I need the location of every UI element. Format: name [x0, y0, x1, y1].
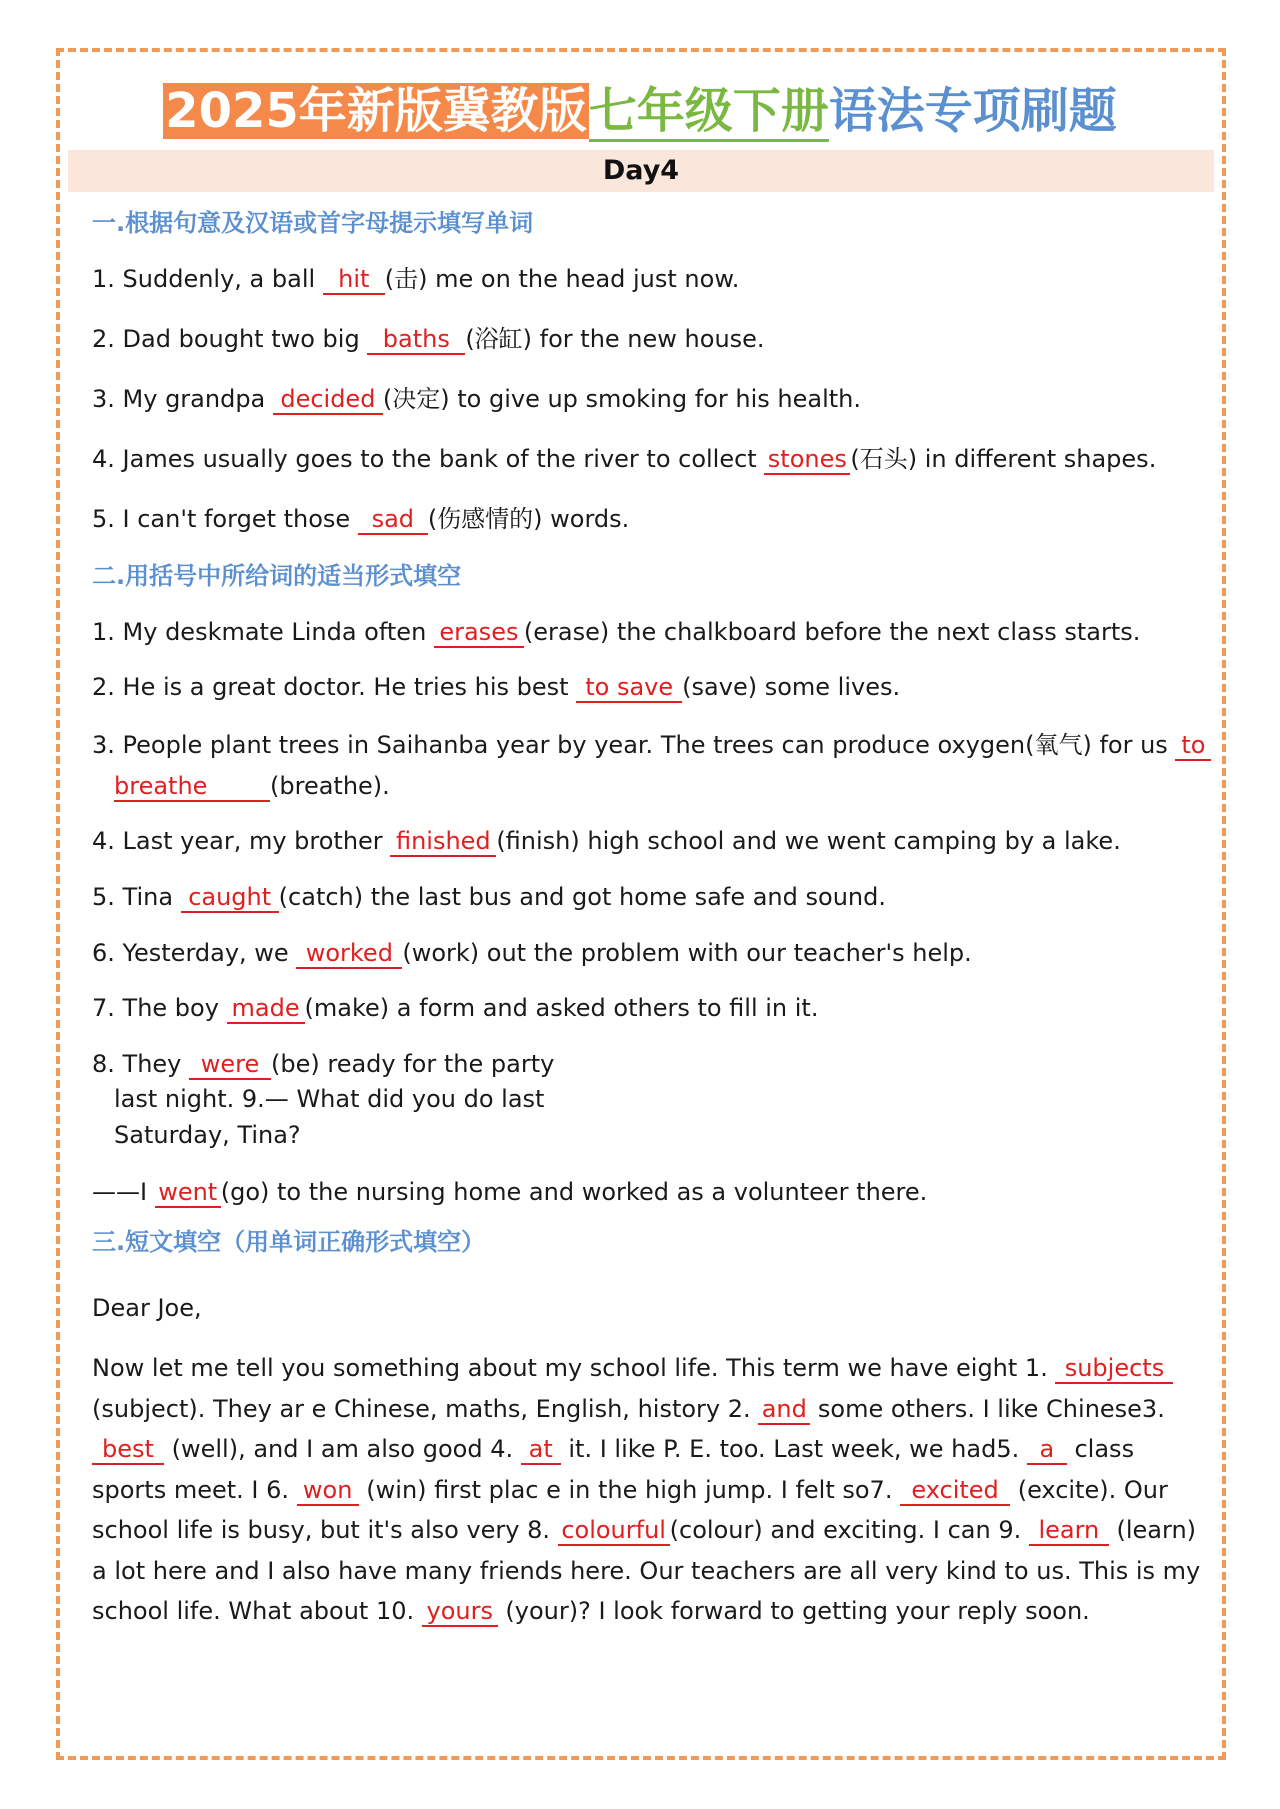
- day-banner: Day4: [68, 150, 1214, 192]
- q1-5: 5. I can't forget those sad (伤感情的) words.: [92, 505, 630, 533]
- answer: to save: [576, 673, 682, 703]
- answer-4: at: [521, 1435, 561, 1465]
- q2-7: 7. The boy made (make) a form and asked others to fill in it.: [92, 994, 819, 1022]
- title-part-1: 2025年新版冀教版: [165, 83, 587, 139]
- answer: sad: [358, 505, 428, 535]
- q2-9-cont: Saturday, Tina?: [114, 1121, 301, 1149]
- answer-3: best: [92, 1435, 164, 1465]
- answer: decided: [273, 385, 383, 415]
- answer: breathe: [114, 772, 270, 802]
- answer: went: [155, 1178, 221, 1208]
- q2-6: 6. Yesterday, we worked (work) out the problem with our teacher's help.: [92, 939, 972, 967]
- q2-3: 3. People plant trees in Saihanba year by year. The trees can produce oxygen(氧气) for us to: [92, 729, 1211, 761]
- q2-9-answer-line: ——I went (go) to the nursing home and worked as a volunteer there.: [92, 1178, 928, 1206]
- answer: to: [1175, 731, 1211, 761]
- q2-4: 4. Last year, my brother finished (finish) high school and we went camping by a lake.: [92, 827, 1121, 855]
- answer: made: [227, 994, 305, 1024]
- title-part-2: 七年级下册: [589, 83, 829, 142]
- answer: erases: [434, 618, 524, 648]
- q2-1: 1. My deskmate Linda often erases (erase) the chalkboard before the next class starts.: [92, 618, 1141, 646]
- letter-body: Now let me tell you something about my school life. This term we have eight 1. subjects (subject). They ar e Chinese, maths, English, history 2. and some others. I like Chinese3. best (well), and I am also good 4. at it. I like P. E. too. Last week, we had5. a class sports meet. I 6. won (win) first plac e in the high jump. I felt so7. excited (excite). Our school life is busy, but it's also very 8. colourful (colour) and exciting. I can 9. learn (learn) a lot here and I also have many friends here. Our teachers are all very kind to us. This is my school life. What about 10. yours (your)? I look forward to getting your reply soon.: [92, 1354, 1201, 1625]
- page-title: [0, 75, 1280, 147]
- title-part-3: 语法专项刷题: [828, 83, 1117, 139]
- answer: worked: [296, 939, 402, 969]
- section-1-heading: 一.根据句意及汉语或首字母提示填写单词: [92, 209, 534, 237]
- letter-greeting: Dear Joe,: [92, 1294, 202, 1322]
- answer-7: excited: [900, 1476, 1010, 1506]
- answer-10: yours: [422, 1597, 498, 1627]
- q1-3: 3. My grandpa decided (决定) to give up smoking for his health.: [92, 385, 861, 413]
- section-2-heading: 二.用括号中所给词的适当形式填空: [92, 562, 462, 590]
- q2-8: 8. They were (be) ready for the party: [92, 1050, 555, 1078]
- answer-9: learn: [1029, 1516, 1109, 1546]
- q2-8-cont: last night. 9.— What did you do last: [114, 1085, 545, 1113]
- q1-2: 2. Dad bought two big baths (浴缸) for the new house.: [92, 325, 765, 353]
- q2-3-cont: breathe (breathe).: [114, 772, 390, 800]
- answer: stones: [764, 445, 850, 475]
- answer: were: [189, 1050, 271, 1080]
- answer-5: a: [1027, 1435, 1067, 1465]
- q2-5: 5. Tina caught (catch) the last bus and got home safe and sound.: [92, 883, 886, 911]
- answer: finished: [390, 827, 496, 857]
- answer: hit: [323, 265, 385, 295]
- section-3-heading: 三.短文填空（用单词正确形式填空）: [92, 1228, 486, 1256]
- q1-1: 1. Suddenly, a ball hit (击) me on the head just now.: [92, 265, 740, 293]
- answer-6: won: [297, 1476, 359, 1506]
- answer-1: subjects: [1055, 1354, 1173, 1384]
- answer-8: colourful: [558, 1516, 670, 1546]
- answer-2: and: [758, 1395, 810, 1425]
- q2-2: 2. He is a great doctor. He tries his best to save (save) some lives.: [92, 673, 901, 701]
- q1-4: 4. James usually goes to the bank of the river to collect stones (石头) in different shapes.: [92, 445, 1157, 473]
- answer: caught: [181, 883, 279, 913]
- answer: baths: [367, 325, 465, 355]
